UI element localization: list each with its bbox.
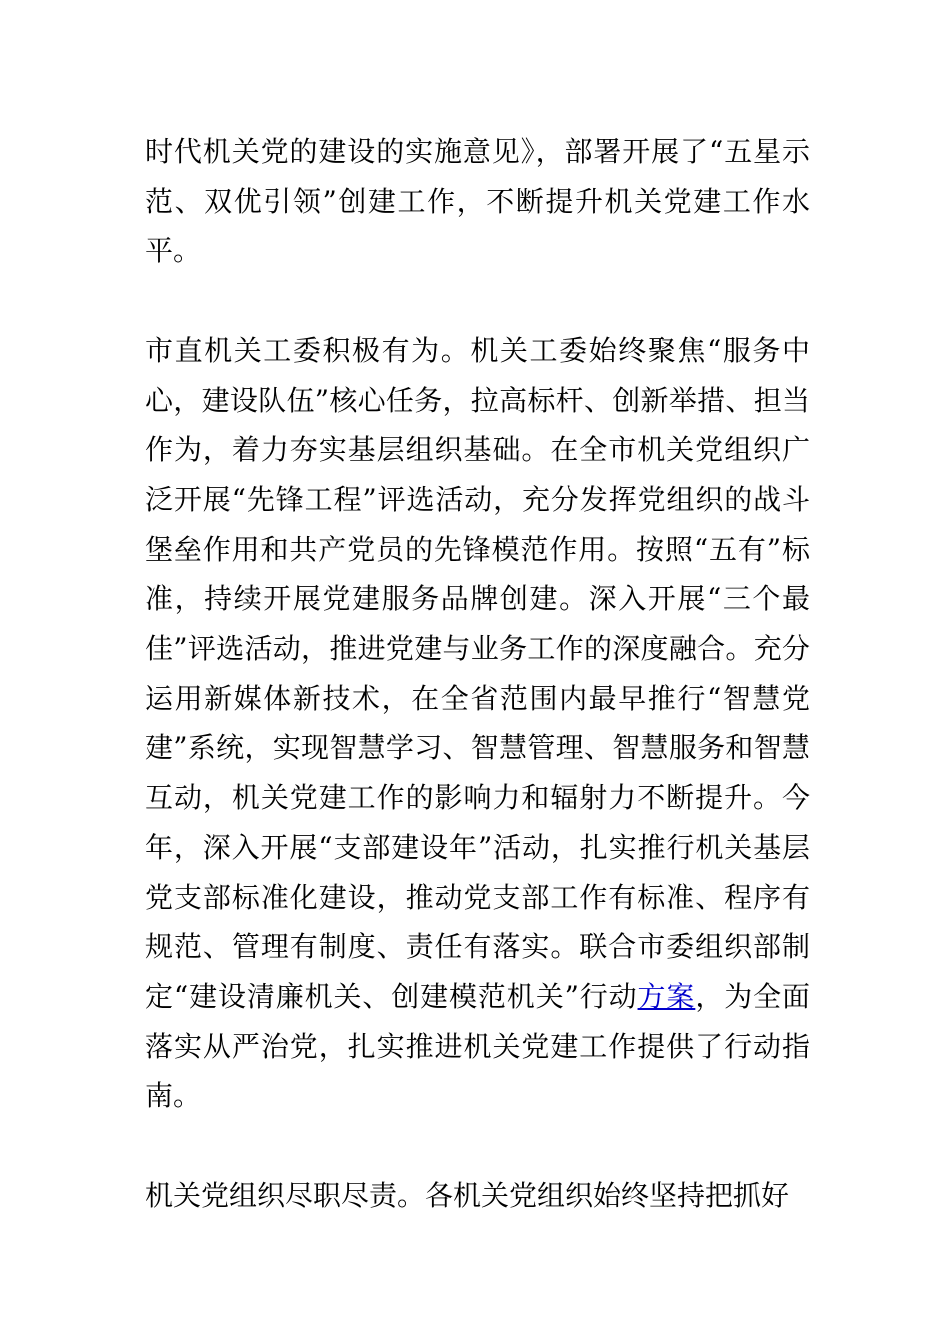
paragraph-2-text-end: ，为全面落实从严治党，扎实推进机关党建工作提供了行动指南。 [145, 979, 810, 1113]
paragraph-3 [145, 1171, 810, 1221]
paragraph-1 [145, 127, 810, 276]
paragraph-2 [145, 326, 810, 1121]
paragraph-3-text: 机关党组织尽职尽责。各机关党组织始终坚持把抓好 [145, 1178, 790, 1212]
paragraph-1-text: 时代机关党的建设的实施意见》，部署开展了“五星示范、双优引领”创建工作，不断提升机关党建工作水平。 [145, 135, 810, 268]
document-body [145, 127, 810, 1220]
paragraph-2-text-start: 市直机关工委积极有为。机关工委始终聚焦“服务中心，建设队伍”核心任务，拉高标杆、创新举措、担当作为，着力夯实基层组织基础。在全市机关党组织广泛开展“先锋工程”评选活动，充分发挥党组织的战斗堡垒作用和共产党员的先锋模范作用。按照“五有”标准，持续开展党建服务品牌创建。深入开展“三个最佳”评选活动，推进党建与业务工作的深度融合。充分运用新媒体新技术，在全省范围内最早推行“智慧党建”系统，实现智慧学习、智慧管理、智慧服务和智慧互动，机关党建工作的影响力和辐射力不断提升。今年，深入开展“支部建设年”活动，扎实推行机关基层党支部标准化建设，推动党支部工作有标准、程序有规范、管理有制度、责任有落实。联合市委组织部制定“建设清廉机关、创建模范机关”行动 [145, 333, 810, 1013]
plan-link[interactable]: 方案 [637, 979, 696, 1013]
